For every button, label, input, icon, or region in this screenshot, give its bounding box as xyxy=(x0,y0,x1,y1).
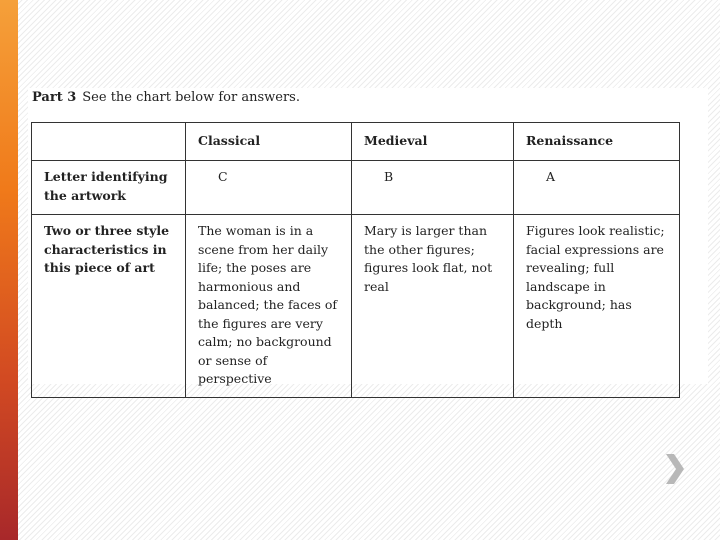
cell-characteristics-medieval: Mary is larger than the other figures; figures look flat, not real xyxy=(352,215,514,398)
header-classical: Classical xyxy=(186,123,352,161)
table-header-row xyxy=(32,123,680,161)
header-renaissance: Renaissance xyxy=(514,123,680,161)
part-instruction: See the chart below for answers. xyxy=(82,90,300,105)
header-blank xyxy=(32,123,186,161)
cell-characteristics-classical: The woman is in a scene from her daily life; the poses are harmonious and balanced; the faces of the figures are very calm; no background or sense of perspective xyxy=(186,215,352,398)
row-label-characteristics: Two or three style characteristics in this piece of art xyxy=(32,215,186,398)
cell-characteristics-renaissance: Figures look realistic; facial expressions are revealing; full landscape in background; has depth xyxy=(514,215,680,398)
part-heading xyxy=(32,90,300,105)
cell-letter-medieval: B xyxy=(352,161,514,215)
answers-table xyxy=(31,122,680,398)
header-medieval: Medieval xyxy=(352,123,514,161)
cell-letter-renaissance: A xyxy=(514,161,680,215)
answer-card xyxy=(28,88,708,384)
table-row xyxy=(32,215,680,398)
row-label-letter: Letter identifying the artwork xyxy=(32,161,186,215)
table-row xyxy=(32,161,680,215)
chevron-right-icon[interactable] xyxy=(664,452,686,486)
cell-letter-classical: C xyxy=(186,161,352,215)
part-label: Part 3 xyxy=(32,90,77,105)
accent-sidebar xyxy=(0,0,18,540)
